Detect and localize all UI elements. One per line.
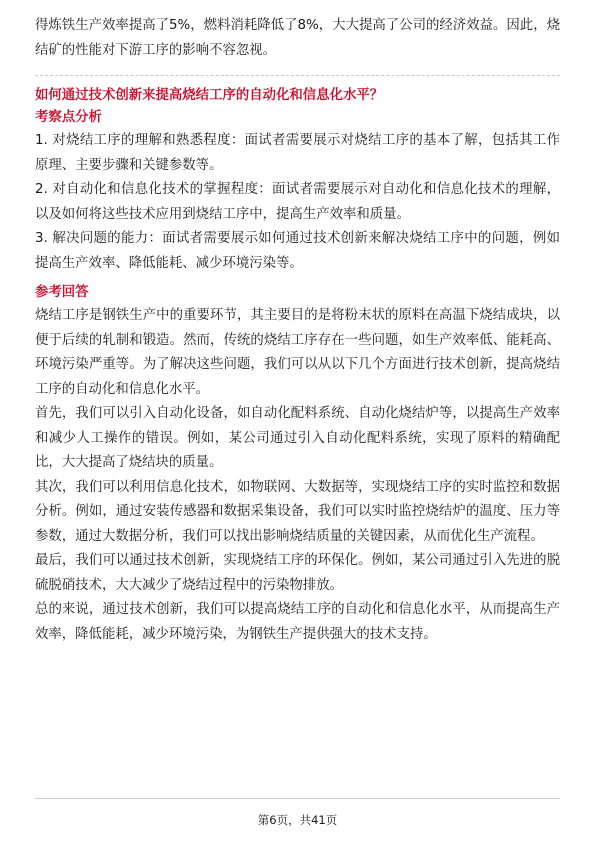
analysis-heading: 考察点分析 (35, 110, 102, 125)
answer-paragraph-3: 其次，我们可以利用信息化技术，如物联网、大数据等，实现烧结工序的实时监控和数据分析。例如，通过安装传感器和数据采集设备，我们可以实时监控烧结炉的温度、压力等参数，通过大数据分析，我们可以找出影响烧结质量的关键因素，从而优化生产流程。 (35, 479, 560, 544)
analysis-item-1: 1. 对烧结工序的理解和熟悉程度：面试者需要展示对烧结工序的基本了解，包括其工作原理、主要步骤和关键参数等。 (35, 133, 560, 173)
answer-heading: 参考回答 (35, 285, 89, 300)
page-number: 第6页，共41页 (257, 813, 338, 827)
answer-paragraph-2: 首先，我们可以引入自动化设备，如自动化配料系统、自动化烧结炉等，以提高生产效率和减少人工操作的错误。例如，某公司通过引入自动化配料系统，实现了原料的精确配比，大大提高了烧结块的质量。 (35, 406, 560, 470)
footer-divider (35, 798, 560, 799)
section-divider (35, 75, 560, 76)
document-page (35, 14, 560, 647)
answer-paragraph-4: 最后，我们可以通过技术创新，实现烧结工序的环保化。例如，某公司通过引入先进的脱硫脱硝技术，大大减少了烧结过程中的污染物排放。 (35, 553, 560, 593)
question-title: 如何通过技术创新来提高烧结工序的自动化和信息化水平？ (35, 88, 384, 103)
answer-paragraph-5: 总的来说，通过技术创新，我们可以提高烧结工序的自动化和信息化水平，从而提高生产效率，降低能耗，减少环境污染，为钢铁生产提供强大的技术支持。 (35, 602, 560, 642)
answer-paragraph-1: 烧结工序是钢铁生产中的重要环节，其主要目的是将粉末状的原料在高温下烧结成块，以便于后续的轧制和锻造。然而，传统的烧结工序存在一些问题，如生产效率低、能耗高、环境污染严重等。为了解决这些问题，我们可以从以下几个方面进行技术创新，提高烧结工序的自动化和信息化水平。 (35, 308, 560, 397)
intro-paragraph: 得炼铁生产效率提高了5%，燃料消耗降低了8%，大大提高了公司的经济效益。因此，烧结矿的性能对下游工序的影响不容忽视。 (35, 18, 560, 58)
analysis-item-3: 3. 解决问题的能力：面试者需要展示如何通过技术创新来解决烧结工序中的问题，例如提高生产效率、降低能耗、减少环境污染等。 (35, 231, 560, 271)
analysis-item-2: 2. 对自动化和信息化技术的掌握程度：面试者需要展示对自动化和信息化技术的理解，以及如何将这些技术应用到烧结工序中，提高生产效率和质量。 (35, 182, 560, 222)
